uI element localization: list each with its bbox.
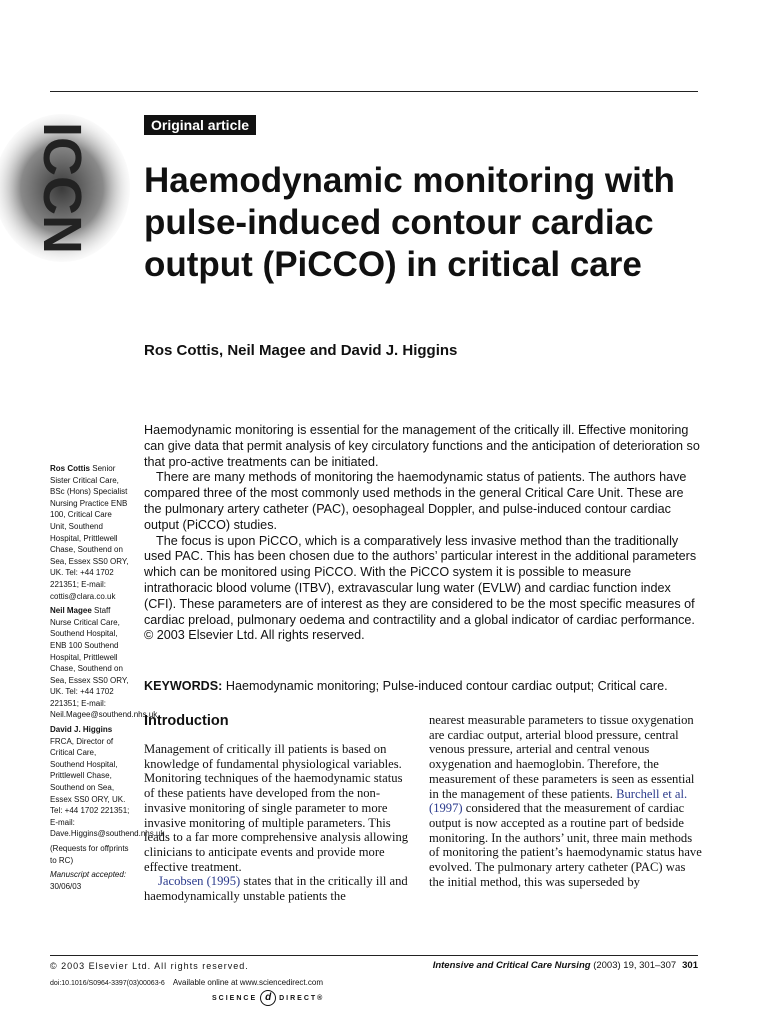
author-1-name: Ros Cottis (50, 464, 90, 473)
abstract (144, 423, 700, 644)
sciencedirect-logo-left: SCIENCE (212, 994, 258, 1002)
abstract-copyright: © 2003 Elsevier Ltd. All rights reserved. (144, 628, 365, 643)
intro-paragraph-2 (144, 874, 416, 903)
journal-citation (433, 960, 698, 971)
column-2-paragraph (429, 713, 703, 889)
journal-name: Intensive and Critical Care Nursing (432, 960, 591, 971)
journal-logo (0, 108, 135, 268)
body-column-2 (429, 713, 703, 889)
offprint-requests: (Requests for offprints to RC) (50, 844, 129, 865)
manuscript-accepted-label: Manuscript accepted: (50, 870, 127, 880)
page-number: 301 (682, 960, 698, 971)
author-2-details: Staff Nurse Critical Care, Southend Hospital, ENB 100 Southend Hospital, Prittlewell Chase, Southend on Sea, Essex SS0 ORY, UK. Tel: +44 1702 221351; E-mail: Neil.Magee@southend.nhs.uk (50, 606, 158, 720)
intro-paragraph-2-text: states that in the critically ill and haemodynamically unstable patients the (144, 874, 408, 904)
journal-logo-text: ICCN (32, 122, 92, 254)
author-1-details: Senior Sister Critical Care, BSc (Hons) Specialist Nursing Practice ENB 100, Critical Care Unit, Southend Hospital, Prittlewell Chase, Southend on Sea, Essex SS0 ORY, UK. Tel: +44 1702 221351; E-mail: cottis@clara.co.uk (50, 464, 129, 601)
author-3-name: David J. Higgins (50, 725, 113, 735)
article-authors: Ros Cottis, Neil Magee and David J. Higgins (144, 342, 458, 359)
column-2-text-a: nearest measurable parameters to tissue oxygenation are cardiac output, arterial blood pressure, central venous pressure, arterial and central venous oxygenation and haemoglobin. Therefore, the measurement of these parameters is seen as essential in the management of these patients. (429, 713, 695, 801)
manuscript-accepted-date: 30/06/03 (50, 881, 82, 891)
abstract-paragraph-2: There are many methods of monitoring the haemodynamic status of patients. The authors have compared three of the most commonly used methods in the general Critical Care Unit. These are the pulmonary artery catheter (PAC), oesophageal Doppler, and pulse-induced contour cardiac output (PiCCO) studies. (144, 470, 687, 532)
sciencedirect-logo-right: DIRECT® (279, 994, 325, 1002)
article-title: Haemodynamic monitoring with pulse-induced contour cardiac output (PiCCO) in critical care (144, 161, 675, 284)
citation-link-burchell[interactable]: Burchell et al. (1997) (429, 786, 688, 816)
sciencedirect-logo (212, 990, 324, 1006)
sciencedirect-d-icon: d (260, 990, 276, 1006)
column-2-text-b: considered that the measurement of cardiac output is now accepted as a routine part of bedside monitoring. In the authors’ unit, three main methods of monitoring the patient’s haemodynamic status have evolved. The pulmonary artery catheter (PAC) was the initial method, this was superseded by (429, 801, 702, 889)
keywords (144, 679, 704, 695)
body-column-1 (144, 742, 416, 904)
introduction-heading: Introduction (144, 713, 229, 729)
footer-copyright: © 2003 Elsevier Ltd. All rights reserved. (50, 961, 249, 971)
top-rule (50, 91, 698, 92)
article-type-badge: Original article (144, 115, 256, 135)
author-3-details: FRCA, Director of Critical Care, Southend Hospital, Prittlewell Chase, Southend on Sea, Essex SS0 ORY, UK. Tel: +44 1702 221351; E-mail: Dave.Higgins@southend.nhs.uk (50, 736, 165, 839)
keywords-label: KEYWORDS: (144, 679, 223, 693)
doi[interactable]: doi:10.1016/S0964-3397(03)00063-6 (50, 980, 165, 987)
bottom-rule (50, 955, 698, 956)
intro-paragraph-1: Management of critically ill patients is based on knowledge of fundamental physiological variables. Monitoring techniques of the haemodynamic status of these patients have developed from the non-invasive monitoring of single parameter to more invasive monitoring of multiple parameters. This leads to a far more comprehensive analysis allowing clinicians to anticipate events and provide more effective treatment. (144, 742, 409, 874)
keywords-text: Haemodynamic monitoring; Pulse-induced contour cardiac output; Critical care. (225, 679, 668, 693)
author-2-name: Neil Magee (50, 606, 92, 616)
author-affiliations (50, 463, 165, 895)
abstract-paragraph-3: The focus is upon PiCCO, which is a comparatively less invasive method than the traditionally used PAC. This has been chosen due to the authors’ particular interest in the additional parameters which can be monitored using PiCCO. With the PiCCO system it is possible to measure intrathoracic blood volume (ITBV), extravascular lung water (EVLW) and cardiac function index (CFI). These parameters are of interest as they are considered to be the most specific measures of cardiac preload, pulmonary oedema and contractility and a global indicator of cardiac performance. (144, 533, 697, 627)
available-online-text[interactable]: Available online at www.sciencedirect.com (172, 978, 323, 987)
doi-line (50, 978, 323, 987)
journal-volume-pages: (2003) 19, 301–307 (593, 960, 677, 971)
abstract-paragraph-1: Haemodynamic monitoring is essential for the management of the critically ill. Effective monitoring can give data that permit analysis of key circulatory functions and the anticipation of deterioration so that pro-active treatments can be initiated. (144, 423, 700, 469)
citation-link-jacobsen[interactable]: Jacobsen (1995) (158, 874, 241, 889)
